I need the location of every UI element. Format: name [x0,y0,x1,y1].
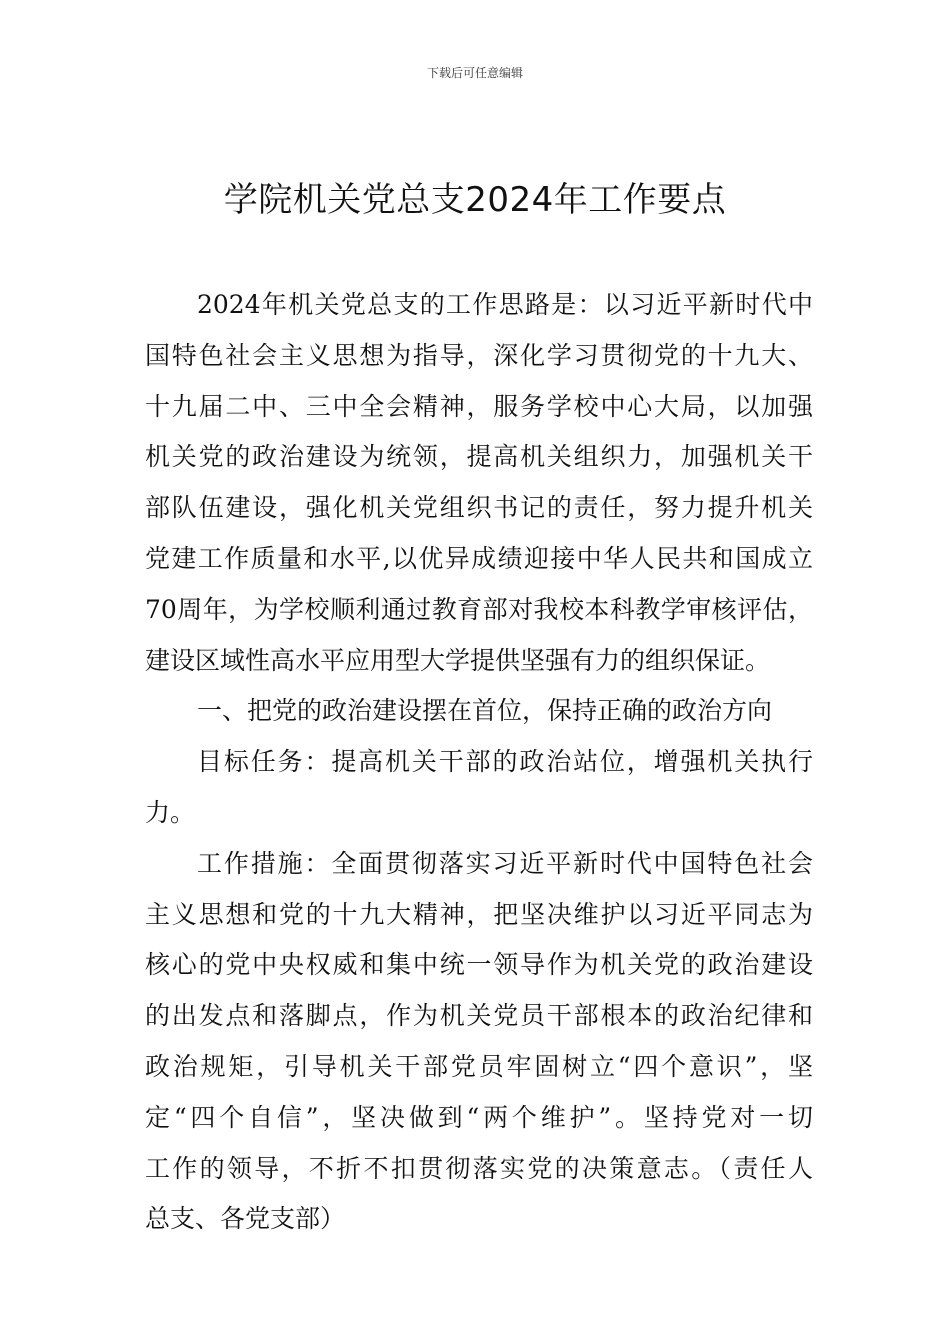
body-line: 2024年机关党总支的工作思路是：以习近平新时代中 [197,290,813,319]
body-line: 主义思想和党的十九大精神，把坚决维护以习近平同志为 [145,899,813,929]
document-title: 学院机关党总支2024年工作要点 [223,180,727,220]
body-line: 政治规矩，引导机关干部党员牢固树立“四个意识”，坚 [145,1051,813,1081]
body-line: 总支、各党支部） [145,1204,346,1234]
body-line: 国特色社会主义思想为指导，深化学习贯彻党的十九大、 [145,340,813,370]
body-line: 建设区域性高水平应用型大学提供坚强有力的组织保证。 [145,645,771,675]
header-note: 下载后可任意编辑 [426,66,523,80]
body-line: 党建工作质量和水平,以优异成绩迎接中华人民共和国成立 [145,543,813,573]
body-line: 工作措施：全面贯彻落实习近平新时代中国特色社会 [197,848,813,878]
body-line: 70周年，为学校顺利通过教育部对我校本科教学审核评估， [145,594,813,624]
document-body [145,280,813,1245]
body-line: 十九届二中、三中全会精神，服务学校中心大局，以加强 [145,391,813,421]
body-line: 机关党的政治建设为统领，提高机关组织力，加强机关干 [145,442,813,472]
body-line: 力。 [145,797,196,827]
body-line: 定“四个自信”，坚决做到“两个维护”。坚持党对一切 [145,1102,813,1132]
body-line: 核心的党中央权威和集中统一领导作为机关党的政治建设 [145,950,813,980]
body-line: 一、把党的政治建设摆在首位，保持正确的政治方向 [197,696,773,726]
body-line: 工作的领导，不折不扣贯彻落实党的决策意志。（责任人 [145,1153,813,1183]
body-line: 目标任务：提高机关干部的政治站位，增强机关执行 [197,747,813,777]
body-line: 的出发点和落脚点，作为机关党员干部根本的政治纪律和 [145,1001,813,1031]
body-line: 部队伍建设，强化机关党组织书记的责任，努力提升机关 [145,493,813,523]
